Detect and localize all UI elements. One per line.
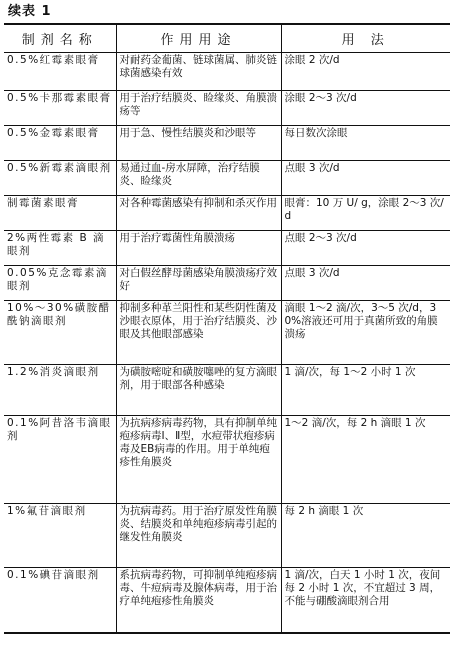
drug-name: 1.2%消炎滴眼剂 — [4, 364, 116, 415]
table-row — [4, 125, 450, 160]
drug-use: 易通过血-房水屏障，治疗结膜炎、睑缘炎 — [116, 160, 281, 195]
table-row — [4, 364, 450, 415]
header-use: 作用用途 — [116, 24, 281, 52]
drug-use: 为抗病毒药。用于治疗原发性角膜炎、结膜炎和单纯疱疹病毒引起的继发性角膜炎 — [116, 503, 281, 567]
drug-use: 为磺胺嘧啶和磺胺噻唑的复方滴眼剂，用于眼部各种感染 — [116, 364, 281, 415]
drug-name: 0.5%新霉素滴眼剂 — [4, 160, 116, 195]
drug-name: 0.05%克念霉素滴眼剂 — [4, 265, 116, 300]
drug-use: 为抗病疹病毒药物，具有抑制单纯疱疹病毒Ⅰ、Ⅱ型，水痘带状疱疹病毒及EB病毒的作用。用于单纯疱疹性角膜炎 — [116, 415, 281, 503]
table-row — [4, 503, 450, 567]
table-row — [4, 230, 450, 265]
drug-name: 10%～30%磺胺醋酰钠滴眼剂 — [4, 300, 116, 364]
header-usage: 用 法 — [281, 24, 450, 52]
drug-usage: 涂眼 2 次/d — [281, 52, 450, 90]
drug-table — [4, 23, 450, 634]
drug-name: 0.1%碘苷滴眼剂 — [4, 567, 116, 633]
drug-name: 1%氟苷滴眼剂 — [4, 503, 116, 567]
table-row — [4, 300, 450, 364]
drug-use: 用于治疗结膜炎、睑缘炎、角膜溃疡等 — [116, 90, 281, 125]
drug-use: 用于急、慢性结膜炎和沙眼等 — [116, 125, 281, 160]
drug-usage: 涂眼 2～3 次/d — [281, 90, 450, 125]
drug-usage: 每 2 h 滴眼 1 次 — [281, 503, 450, 567]
drug-usage: 点眼 2～3 次/d — [281, 230, 450, 265]
drug-usage: 1 滴/次，白天 1 小时 1 次，夜间每 2 小时 1 次，不宜超过 3 周，不能与硼酸滴眼剂合用 — [281, 567, 450, 633]
drug-name: 0.1%阿昔洛韦滴眼剂 — [4, 415, 116, 503]
drug-use: 对耐药金葡菌、链球菌属、肺炎链球菌感染有效 — [116, 52, 281, 90]
table-row — [4, 90, 450, 125]
drug-name: 0.5%金霉素眼膏 — [4, 125, 116, 160]
table-row — [4, 160, 450, 195]
header-row — [4, 24, 450, 52]
table-row — [4, 52, 450, 90]
drug-name: 2%两性霉素 B 滴眼剂 — [4, 230, 116, 265]
drug-usage: 点眼 3 次/d — [281, 160, 450, 195]
drug-usage: 1～2 滴/次，每 2 h 滴眼 1 次 — [281, 415, 450, 503]
drug-usage: 滴眼 1～2 滴/次，3～5 次/d，30%溶液还可用于真菌所致的角膜溃疡 — [281, 300, 450, 364]
table-row — [4, 415, 450, 503]
drug-use: 对白假丝酵母菌感染角膜溃疡疗效好 — [116, 265, 281, 300]
drug-name: 制霉菌素眼膏 — [4, 195, 116, 230]
drug-use: 对各种霉菌感染有抑制和杀灭作用 — [116, 195, 281, 230]
drug-usage: 1 滴/次，每 1～2 小时 1 次 — [281, 364, 450, 415]
table-caption: 续表 1 — [8, 4, 52, 19]
drug-usage: 每日数次涂眼 — [281, 125, 450, 160]
drug-use: 用于治疗霉菌性角膜溃疡 — [116, 230, 281, 265]
drug-use: 抑制多种革兰阳性和某些阴性菌及沙眼衣原体，用于治疗结膜炎、沙眼及其他眼部感染 — [116, 300, 281, 364]
drug-name: 0.5%卡那霉素眼膏 — [4, 90, 116, 125]
drug-name: 0.5%红霉素眼膏 — [4, 52, 116, 90]
drug-usage: 点眼 3 次/d — [281, 265, 450, 300]
drug-usage: 眼膏：10 万 U/ g，涂眼 2～3 次/d — [281, 195, 450, 230]
table-row — [4, 265, 450, 300]
table-row — [4, 195, 450, 230]
drug-use: 系抗病毒药物，可抑制单纯疱疹病毒、牛痘病毒及腺体病毒，用于治疗单纯疱疹性角膜炎 — [116, 567, 281, 633]
table-row — [4, 567, 450, 633]
header-name: 制剂名称 — [4, 24, 116, 52]
